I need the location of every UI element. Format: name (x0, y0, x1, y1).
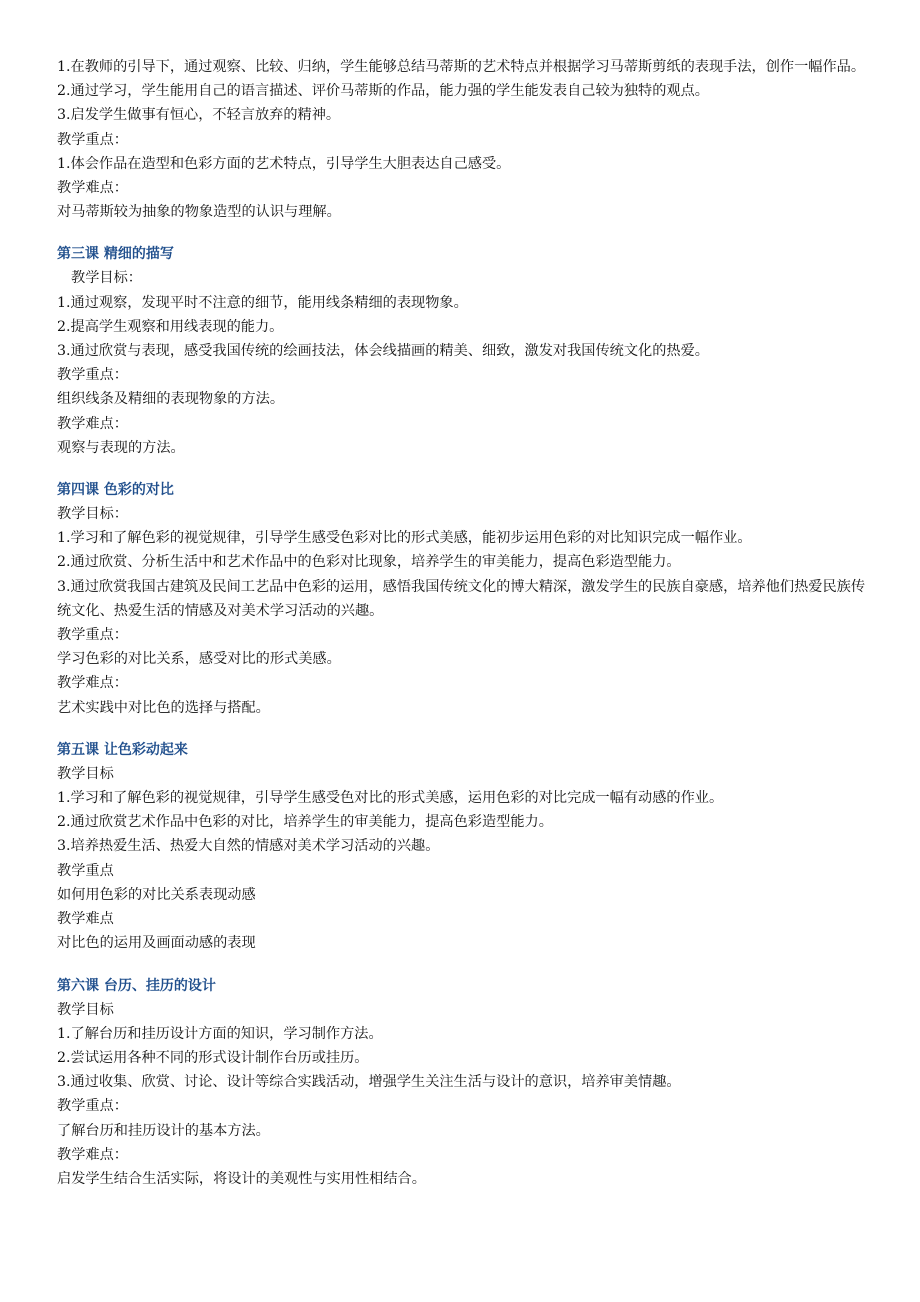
intro-section (57, 55, 869, 224)
paragraph: 3.通过欣赏我国古建筑及民间工艺品中色彩的运用，感悟我国传统文化的博大精深，激发学生的民族自豪感，培养他们热爱民族传统文化、热爱生活的情感及对美术学习活动的兴趣。 (57, 578, 866, 619)
lesson-3-section (57, 242, 869, 460)
paragraph: 教学重点： (57, 367, 128, 384)
paragraph: 对比色的运用及画面动感的表现 (57, 935, 256, 952)
paragraph: 教学目标 (57, 1001, 114, 1018)
paragraph: 1.在教师的引导下，通过观察、比较、归纳，学生能够总结马蒂斯的艺术特点并根据学习马蒂斯剪纸的表现手法，创作一幅作品。 (57, 59, 866, 75)
lesson-6-title: 第六课 台历、挂历的设计 (57, 977, 216, 994)
lesson-6-section (57, 974, 869, 1192)
paragraph: 组织线条及精细的表现物象的方法。 (57, 391, 285, 408)
paragraph: 如何用色彩的对比关系表现动感 (57, 886, 256, 903)
paragraph: 教学目标： (71, 270, 142, 287)
document-page (57, 55, 869, 1191)
paragraph: 教学重点 (57, 862, 114, 879)
paragraph: 1.学习和了解色彩的视觉规律，引导学生感受色彩对比的形式美感，能初步运用色彩的对比知识完成一幅作业。 (57, 530, 752, 547)
paragraph: 了解台历和挂历设计的基本方法。 (57, 1122, 270, 1139)
paragraph: 2.通过欣赏艺术作品中色彩的对比，培养学生的审美能力，提高色彩造型能力。 (57, 814, 553, 831)
paragraph: 1.学习和了解色彩的视觉规律，引导学生感受色对比的形式美感，运用色彩的对比完成一幅有动感的作业。 (57, 790, 724, 807)
paragraph: 教学重点： (57, 131, 128, 148)
lesson-5-section (57, 738, 869, 956)
paragraph: 3.培养热爱生活、热爱大自然的情感对美术学习活动的兴趣。 (57, 838, 440, 855)
paragraph: 教学难点： (57, 180, 128, 197)
paragraph: 对马蒂斯较为抽象的物象造型的认识与理解。 (57, 204, 341, 221)
paragraph: 教学难点 (57, 911, 114, 928)
paragraph: 教学重点： (57, 627, 128, 644)
paragraph: 2.提高学生观察和用线表现的能力。 (57, 318, 284, 335)
paragraph: 1.体会作品在造型和色彩方面的艺术特点，引导学生大胆表达自己感受。 (57, 155, 511, 172)
paragraph: 2.通过学习，学生能用自己的语言描述、评价马蒂斯的作品，能力强的学生能发表自己较为独特的观点。 (57, 83, 709, 100)
paragraph: 2.尝试运用各种不同的形式设计制作台历或挂历。 (57, 1049, 369, 1066)
paragraph: 教学目标 (57, 765, 114, 782)
paragraph: 教学难点： (57, 1146, 128, 1163)
lesson-4-title: 第四课 色彩的对比 (57, 482, 174, 499)
paragraph: 观察与表现的方法。 (57, 439, 185, 456)
paragraph: 1.了解台历和挂历设计方面的知识，学习制作方法。 (57, 1025, 383, 1042)
paragraph: 教学重点： (57, 1098, 128, 1115)
paragraph: 1.通过观察，发现平时不注意的细节，能用线条精细的表现物象。 (57, 294, 468, 311)
paragraph: 3.启发学生做事有恒心，不轻言放弃的精神。 (57, 107, 341, 124)
paragraph: 启发学生结合生活实际，将设计的美观性与实用性相结合。 (57, 1170, 426, 1187)
lesson-4-section (57, 478, 869, 720)
paragraph: 教学难点： (57, 675, 128, 692)
paragraph: 3.通过收集、欣赏、讨论、设计等综合实践活动，增强学生关注生活与设计的意识，培养审美情趣。 (57, 1074, 681, 1091)
lesson-5-title: 第五课 让色彩动起来 (57, 741, 188, 758)
paragraph: 3.通过欣赏与表现，感受我国传统的绘画技法，体会线描画的精美、细致，激发对我国传统文化的热爱。 (57, 343, 709, 360)
paragraph: 艺术实践中对比色的选择与搭配。 (57, 699, 270, 716)
lesson-3-title: 第三课 精细的描写 (57, 246, 174, 263)
paragraph: 学习色彩的对比关系，感受对比的形式美感。 (57, 651, 341, 668)
paragraph: 2.通过欣赏、分析生活中和艺术作品中的色彩对比现象，培养学生的审美能力，提高色彩造型能力。 (57, 554, 681, 571)
paragraph: 教学目标： (57, 506, 128, 523)
paragraph: 教学难点： (57, 415, 128, 432)
